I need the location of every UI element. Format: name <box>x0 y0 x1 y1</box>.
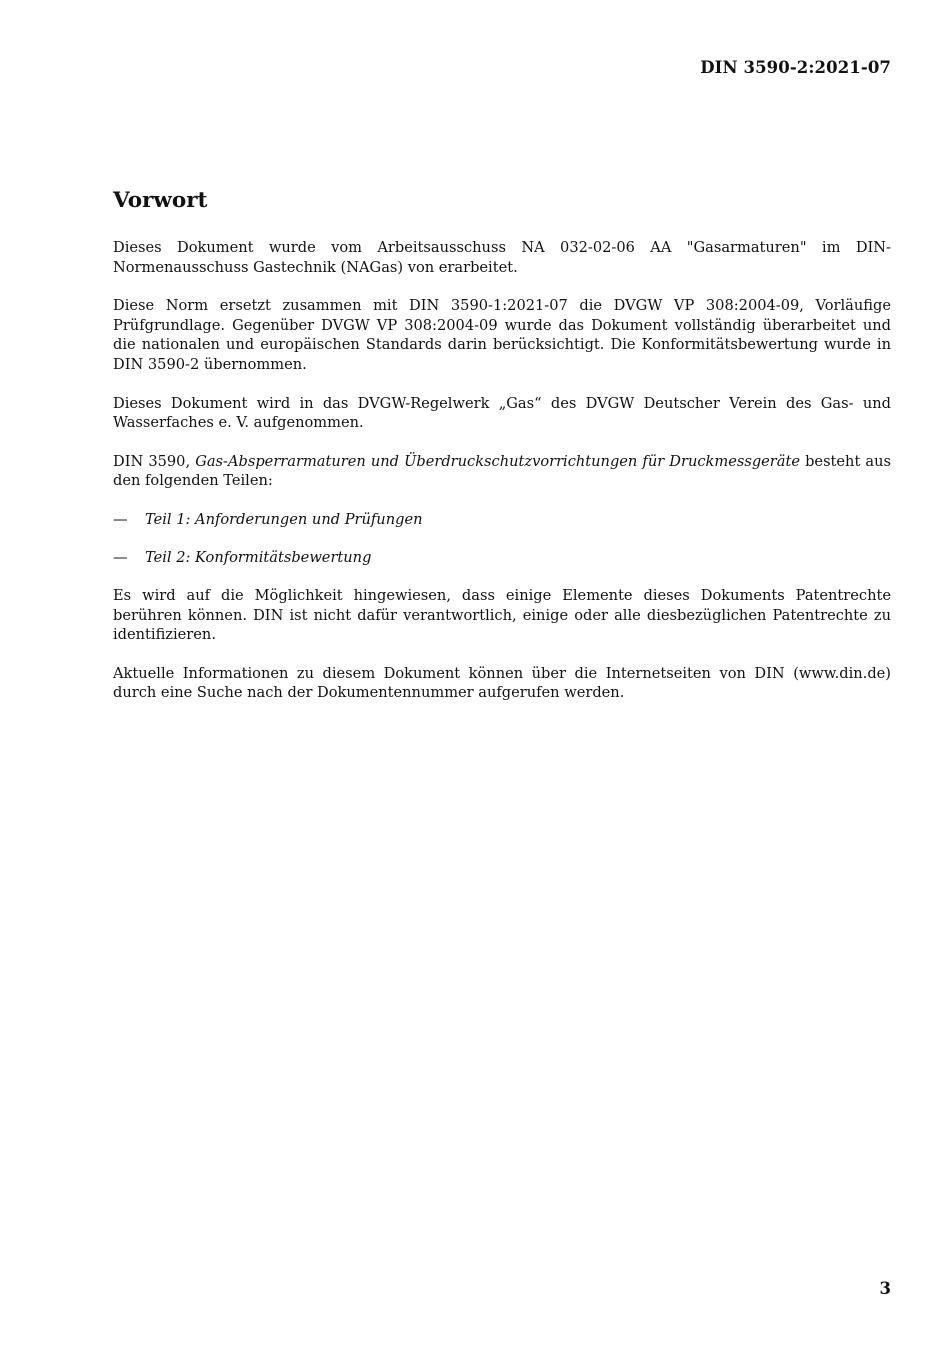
paragraph-patents: Es wird auf die Möglichkeit hingewiesen, dass einige Elemente dieses Dokuments Patentrechte berühren können. DIN ist nicht dafür verantwortlich, einige oder alle diesbezüglichen Patentrechte zu identifizieren. <box>113 587 891 644</box>
list-item <box>113 510 891 530</box>
paragraph-replacement: Diese Norm ersetzt zusammen mit DIN 3590-1:2021-07 die DVGW VP 308:2004-09, Vorläufige Prüfgrundlage. Gegenüber DVGW VP 308:2004-09 wurde das Dokument vollständig überarbeitet und die nationalen und europäischen Standards darin berücksichtigt. Die Konformitätsbewertung wurde in DIN 3590-2 übernommen. <box>113 297 891 373</box>
foreword-section <box>113 186 891 722</box>
list-item-text: Teil 2: Konformitätsbewertung <box>145 549 372 567</box>
paragraph-parts-intro <box>113 452 891 491</box>
document-id: DIN 3590-2:2021-07 <box>700 58 891 77</box>
paragraph-committee: Dieses Dokument wurde vom Arbeitsausschuss NA 032-02-06 AA "Gasarmaturen" im DIN-Normenausschuss Gastechnik (NAGas) von erarbeitet. <box>113 239 891 276</box>
list-item <box>113 548 891 568</box>
parts-intro-suffix: besteht aus den folgenden Teilen: <box>113 452 891 490</box>
paragraph-updates: Aktuelle Informationen zu diesem Dokument können über die Internetseiten von DIN (www.din.de) durch eine Suche nach der Dokumentennummer aufgerufen werden. <box>113 664 891 702</box>
section-title: Vorwort <box>113 188 208 213</box>
page-number: 3 <box>879 1279 891 1298</box>
paragraph-dvgw: Dieses Dokument wird in das DVGW-Regelwerk „Gas“ des DVGW Deutscher Verein des Gas- und Wasserfaches e. V. aufgenommen. <box>113 394 891 432</box>
parts-intro-prefix: DIN 3590, <box>113 452 196 470</box>
list-dash: — <box>113 549 128 567</box>
parts-intro-title: Gas-Absperrarmaturen und Überdruckschutzvorrichtungen für Druckmessgeräte <box>195 452 800 470</box>
list-dash: — <box>113 511 128 529</box>
list-item-text: Teil 1: Anforderungen und Prüfungen <box>145 511 423 529</box>
